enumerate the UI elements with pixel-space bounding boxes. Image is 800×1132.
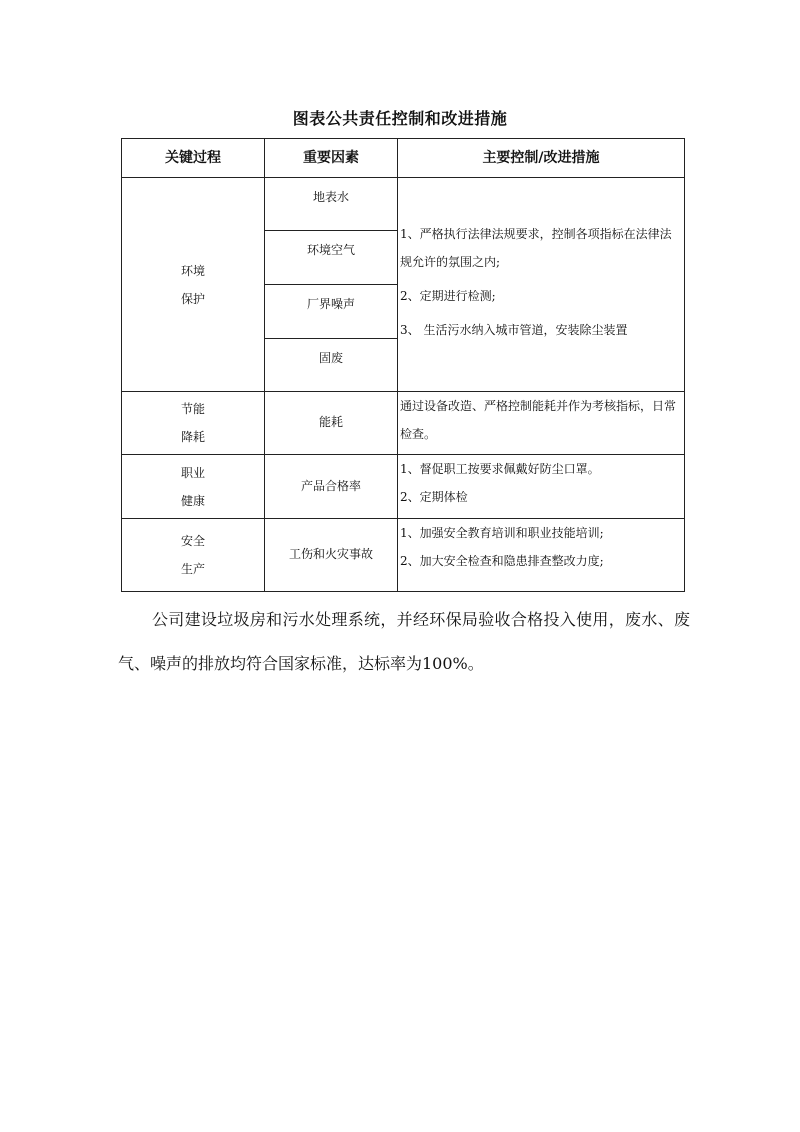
process-line: 生产 (180, 562, 205, 576)
control-measures-table (121, 138, 685, 592)
measure-item: 1、严格执行法律法规要求，控制各项指标在法律法规允许的氛围之内; (400, 226, 672, 269)
process-environment (122, 178, 265, 392)
table-header-row (122, 139, 685, 178)
measures-safety (398, 519, 685, 592)
table-row (122, 392, 685, 455)
process-line: 环境 (180, 263, 205, 278)
table-row (122, 519, 685, 592)
measure-item: 2、定期体检 (400, 490, 468, 504)
measure-item: 1、加强安全教育培训和职业技能培训; (400, 526, 604, 540)
factor-solid-waste: 固废 (265, 339, 398, 392)
process-line: 安全 (180, 534, 205, 548)
measure-item: 通过设备改造、严格控制能耗并作为考核指标，日常检查。 (400, 399, 677, 441)
header-important-factor: 重要因素 (265, 139, 398, 178)
factor-product-pass-rate: 产品合格率 (265, 455, 398, 519)
measures-energy (398, 392, 685, 455)
process-energy (122, 392, 265, 455)
process-line: 健康 (180, 493, 205, 508)
body-paragraph: 公司建设垃圾房和污水处理系统，并经环保局验收合格投入使用，废水、废气、噪声的排放均符合国家标准，达标率为100%。 (118, 610, 690, 673)
header-key-process: 关键过程 (122, 139, 265, 178)
process-line: 节能 (180, 402, 205, 416)
process-line: 降耗 (180, 430, 205, 444)
measure-item: 1、督促职工按要求佩戴好防尘口罩。 (400, 462, 600, 476)
factor-ambient-air: 环境空气 (265, 231, 398, 285)
measures-environment (398, 178, 685, 392)
process-line: 保护 (180, 291, 205, 306)
measures-health (398, 455, 685, 519)
table-caption: 图表公共责任控制和改进措施 (292, 109, 508, 128)
measure-item: 2、加大安全检查和隐患排查整改力度; (400, 554, 604, 568)
factor-injury-fire-accident: 工伤和火灾事故 (265, 519, 398, 592)
header-main-measures: 主要控制/改进措施 (398, 139, 685, 178)
process-line: 职业 (180, 465, 205, 480)
factor-surface-water: 地表水 (265, 178, 398, 231)
process-health (122, 455, 265, 519)
measure-item: 2、定期进行检测; (400, 288, 496, 303)
factor-boundary-noise: 厂界噪声 (265, 285, 398, 339)
table-row (122, 455, 685, 519)
process-safety (122, 519, 265, 592)
measure-item: 3、 生活污水纳入城市管道，安装除尘装置 (400, 322, 628, 337)
factor-energy-consumption: 能耗 (265, 392, 398, 455)
table-row (122, 178, 685, 231)
